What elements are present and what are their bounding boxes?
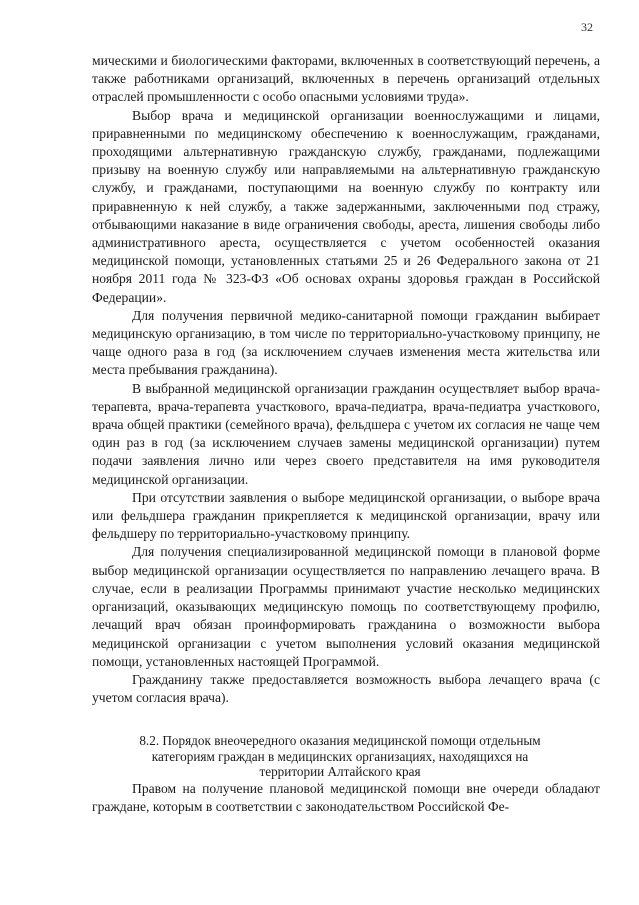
spacer bbox=[92, 707, 600, 725]
section-heading: 8.2. Порядок внеочередного оказания медицинской помощи отдельным категориям граждан в медицинских организациях, находящихся на территории Алтайского края bbox=[139, 733, 541, 780]
paragraph: Для получения специализированной медицинской помощи в плановой форме выбор медицинской организации осуществляется по направлению лечащего врача. В случае, если в реализации Программы принимают участие несколько медицинских организаций, оказывающих медицинскую помощь по соответствующему профилю, лечащий врач обязан проинформировать гражданина о возможности выбора медицинской организации с учетом выполнения условий оказания медицинской помощи, установленных настоящей Программой. bbox=[92, 544, 600, 669]
paragraph: Выбор врача и медицинской организации военнослужащими и лицами, приравненными по медицинскому обеспечению к военнослужащим, гражданами, проходящими альтернативную гражданскую службу, гражданами, подлежащими призыву на военную службу или направляемыми на альтернативную гражданскую службу, и гражданами, поступающими на военную службу по контракту или приравненную к ней службу, а также задержанными, заключенными под стражу, отбывающими наказание в виде ограничения свободы, ареста, лишения свободы либо административного ареста, осуществляется с учетом особенностей оказания медицинской помощи, установленных статьями 25 и 26 Федерального закона от 21 ноября 2011 года № 323-ФЗ «Об основах охраны здоровья граждан в Российской Федерации». bbox=[92, 107, 600, 305]
paragraph: При отсутствии заявления о выборе медицинской организации, о выборе врача или фельдшера гражданин прикрепляется к медицинской организации, врачу или фельдшеру по территориально-участковому принципу. bbox=[92, 489, 600, 542]
paragraph: В выбранной медицинской организации гражданин осуществляет выбор врача-терапевта, врача-терапевта участкового, врача-педиатра, врача-педиатра участкового, врача общей практики (семейного врача), фельдшера с учетом их согласия не чаще чем один раз в год (за исключением случаев замены медицинской организации) путем подачи заявления лично или через своего представителя на имя руководителя медицинской организации. bbox=[92, 380, 600, 487]
paragraph-continuation: мическими и биологическими факторами, включенных в соответствующий перечень, а также работниками организаций, включенных в перечень организаций отдельных отраслей промышленности с особо опасными условиями труда». bbox=[92, 53, 600, 105]
document-body bbox=[92, 52, 600, 816]
paragraph: Гражданину также предоставляется возможность выбора лечащего врача (с учетом согласия врача). bbox=[92, 671, 600, 706]
paragraph: Для получения первичной медико-санитарной помощи гражданин выбирает медицинскую организацию, в том числе по территориально-участковому принципу, не чаще одного раза в год (за исключением случаев изменения места жительства или места пребывания гражданина). bbox=[92, 307, 600, 378]
paragraph-final: Правом на получение плановой медицинской помощи вне очереди обладают граждане, которым в соответствии с законодательством Российской Фе- bbox=[92, 780, 600, 815]
page-number: 32 bbox=[581, 20, 593, 34]
